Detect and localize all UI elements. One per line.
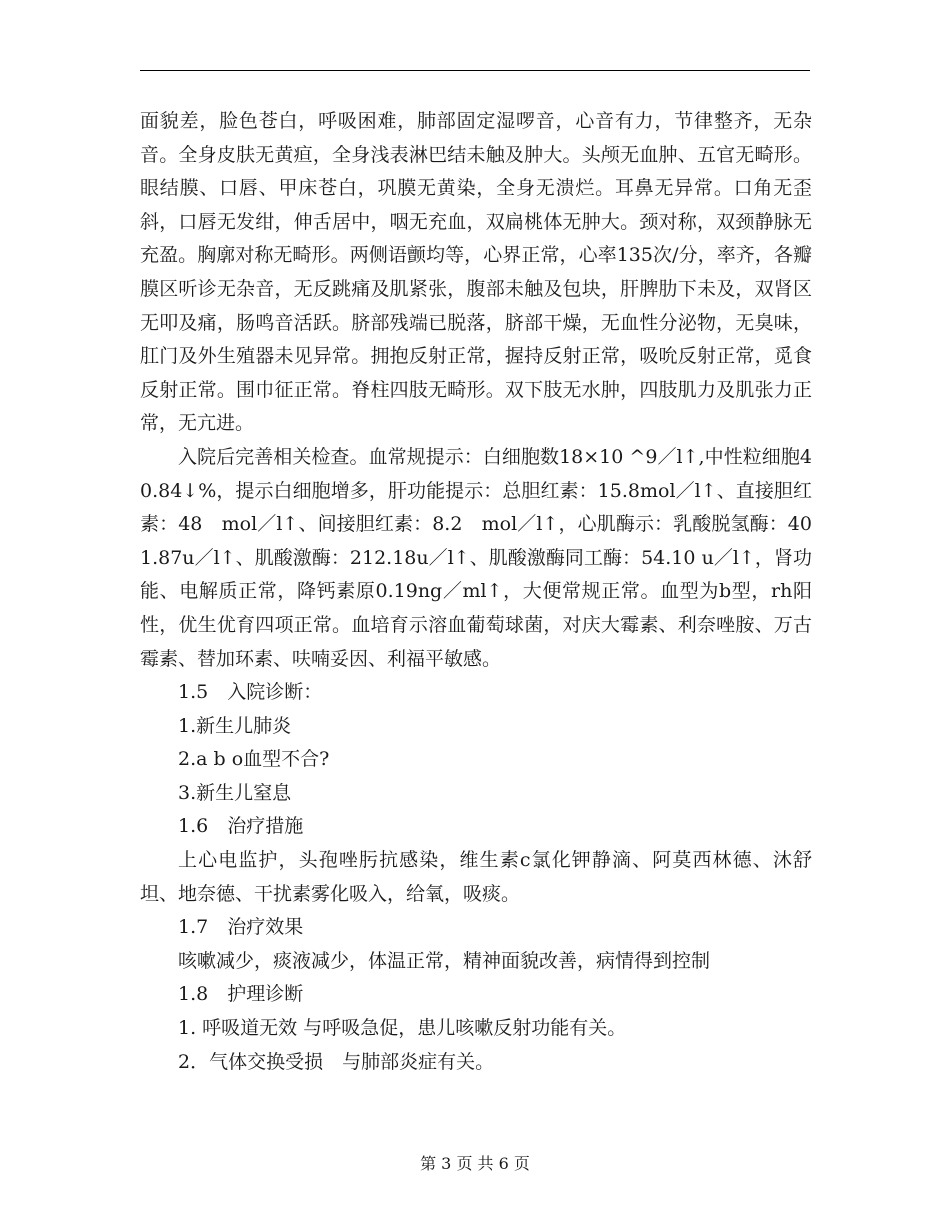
effect-paragraph: 咳嗽减少，痰液减少，体温正常，精神面貌改善，病情得到控制 [178, 949, 711, 972]
treatment-paragraph: 上心电监护，头孢唑肟抗感染，维生素c氯化钾静滴、阿莫西林德、沐舒坦、地奈德、干扰素雾化吸入，给氧，吸痰。 [140, 849, 812, 905]
section-heading-admission-diagnosis: 1.5 入院诊断： [178, 681, 323, 704]
section-heading-nursing-diagnosis: 1.8 护理诊断 [178, 983, 304, 1006]
section-heading-effect: 1.7 治疗效果 [178, 916, 304, 939]
diagnosis-item: 3.新生儿窒息 [178, 781, 292, 804]
page-number-footer: 第 3 页 共 6 页 [420, 1154, 530, 1173]
nursing-diagnosis-item: 1. 呼吸道无效 与呼吸急促，患儿咳嗽反射功能有关。 [178, 1017, 627, 1040]
lab-results-paragraph: 入院后完善相关检查。血常规提示：白细胞数18×10 ^9／l↑,中性粒细胞40.84↓%，提示白细胞增多，肝功能提示：总胆红素：15.8mol／l↑、直接胆红素：48 mol／l↑、间接胆红素：8.2 mol／l↑，心肌酶示：乳酸脱氢酶：401.87u／l↑、肌酸激酶：212.18u／l↑、肌酸激酶同工酶：54.10 u／l↑，肾功能、电解质正常，降钙素原0.19ng／ml↑，大便常规正常。血型为b型，rh阳性，优生优育四项正常。血培育示溶血葡萄球菌，对庆大霉素、利奈唑胺、万古霉素、替加环素、呋喃妥因、利福平敏感。 [140, 445, 812, 670]
section-heading-treatment: 1.6 治疗措施 [178, 815, 304, 838]
diagnosis-item: 1.新生儿肺炎 [178, 714, 292, 737]
physical-exam-paragraph: 面貌差，脸色苍白，呼吸困难，肺部固定湿啰音，心音有力，节律整齐，无杂音。全身皮肤无黄疸，全身浅表淋巴结未触及肿大。头颅无血肿、五官无畸形。眼结膜、口唇、甲床苍白，巩膜无黄染，全身无溃烂。耳鼻无异常。口角无歪斜，口唇无发绀，伸舌居中，咽无充血，双扁桃体无肿大。颈对称，双颈静脉无充盈。胸廓对称无畸形。两侧语颤均等，心界正常，心率135次/分，率齐，各瓣膜区听诊无杂音，无反跳痛及肌紧张，腹部未触及包块，肝脾肋下未及，双肾区无叩及痛，肠鸣音活跃。脐部残端已脱落，脐部干燥，无血性分泌物，无臭味，肛门及外生殖器未见异常。拥抱反射正常，握持反射正常，吸吮反射正常，觅食反射正常。围巾征正常。脊柱四肢无畸形。双下肢无水肿，四肢肌力及肌张力正常，无亢进。 [140, 110, 812, 435]
diagnosis-item: 2.a b o血型不合? [178, 748, 330, 771]
header-rule [140, 70, 810, 71]
nursing-diagnosis-item: 2．气体交换受损 与肺部炎症有关。 [178, 1050, 495, 1073]
document-body [140, 105, 812, 1079]
